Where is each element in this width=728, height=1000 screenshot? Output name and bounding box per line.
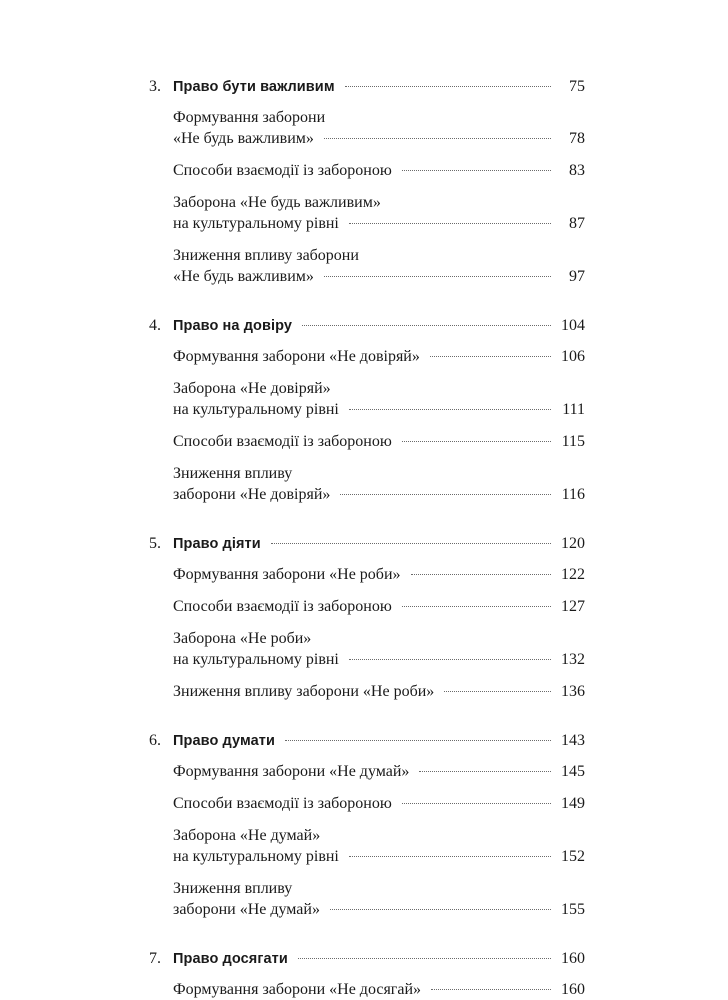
- toc-entry[interactable]: [173, 979, 585, 1000]
- entry-title: Формування заборони «Не думай»: [173, 763, 410, 780]
- toc-entry[interactable]: [173, 192, 585, 234]
- dot-leader: [349, 409, 551, 410]
- entry-title-line2: на культуральному рівні: [173, 215, 339, 232]
- entry-title-line1: Заборона «Не будь важливим»: [173, 194, 381, 211]
- dot-leader: [345, 86, 551, 87]
- chapter-heading[interactable]: [149, 730, 585, 752]
- entry-title-line1: Заборона «Не довіряй»: [173, 380, 331, 397]
- toc-entry[interactable]: [173, 431, 585, 452]
- chapter-title: Право досягати: [173, 951, 288, 967]
- chapter-title: Право бути важливим: [173, 79, 335, 95]
- chapter-number: 6.: [149, 732, 161, 749]
- toc-entry[interactable]: [173, 107, 585, 149]
- entry-title: Способи взаємодії із забороною: [173, 162, 392, 179]
- dot-leader: [402, 441, 551, 442]
- entry-title-line2: на культуральному рівні: [173, 848, 339, 865]
- dot-leader: [271, 543, 551, 544]
- page-number: 120: [561, 535, 585, 552]
- page-number: 132: [561, 651, 585, 668]
- dot-leader: [430, 356, 551, 357]
- dot-leader: [330, 909, 551, 910]
- entry-title: Формування заборони «Не довіряй»: [173, 348, 420, 365]
- toc-entry[interactable]: [173, 878, 585, 920]
- page-number: 145: [561, 763, 585, 780]
- page-number: 127: [561, 598, 585, 615]
- entry-title: Формування заборони «Не досягай»: [173, 981, 422, 998]
- chapter-heading[interactable]: [149, 76, 585, 98]
- chapter-number: 3.: [149, 78, 161, 95]
- toc-entry[interactable]: [173, 346, 585, 367]
- toc-entry[interactable]: [173, 378, 585, 420]
- chapter-heading[interactable]: [149, 315, 585, 337]
- dot-leader: [402, 170, 551, 171]
- page-number: 106: [561, 348, 585, 365]
- entry-title-line1: Зниження впливу заборони: [173, 247, 359, 264]
- dot-leader: [324, 138, 551, 139]
- toc-entry[interactable]: [173, 681, 585, 702]
- toc-entry[interactable]: [173, 564, 585, 585]
- dot-leader: [411, 574, 552, 575]
- entry-title: Способи взаємодії із забороною: [173, 795, 392, 812]
- dot-leader: [349, 659, 551, 660]
- entry-title-line2: на культуральному рівні: [173, 401, 339, 418]
- entry-title: Способи взаємодії із забороною: [173, 433, 392, 450]
- page-number: 143: [561, 732, 585, 749]
- toc-entry[interactable]: [173, 160, 585, 181]
- toc-entry[interactable]: [173, 596, 585, 617]
- dot-leader: [349, 223, 551, 224]
- chapter-heading[interactable]: [149, 533, 585, 555]
- page-number: 104: [561, 317, 585, 334]
- page-number: 83: [569, 162, 585, 179]
- entry-title-line2: заборони «Не думай»: [173, 901, 320, 918]
- toc-entry[interactable]: [173, 793, 585, 814]
- entry-title-line2: «Не будь важливим»: [173, 130, 314, 147]
- dot-leader: [349, 856, 551, 857]
- dot-leader: [285, 740, 551, 741]
- entry-title-line2: заборони «Не довіряй»: [173, 486, 331, 503]
- chapter-title: Право діяти: [173, 536, 261, 552]
- dot-leader: [302, 325, 551, 326]
- dot-leader: [419, 771, 551, 772]
- entry-title-line1: Заборона «Не думай»: [173, 827, 321, 844]
- entry-title-line2: на культуральному рівні: [173, 651, 339, 668]
- page-number: 75: [569, 78, 585, 95]
- toc-chapter: [0, 533, 728, 702]
- toc-entry[interactable]: [173, 628, 585, 670]
- chapter-number: 4.: [149, 317, 161, 334]
- entry-title: Формування заборони «Не роби»: [173, 566, 401, 583]
- chapter-number: 5.: [149, 535, 161, 552]
- toc-chapter: [0, 730, 728, 920]
- dot-leader: [298, 958, 551, 959]
- entry-title-line2: «Не будь важливим»: [173, 268, 314, 285]
- page-number: 160: [561, 981, 585, 998]
- entry-title: Способи взаємодії із забороною: [173, 598, 392, 615]
- toc-entry[interactable]: [173, 825, 585, 867]
- dot-leader: [444, 691, 551, 692]
- page-number: 116: [561, 486, 585, 503]
- entry-title: Зниження впливу заборони «Не роби»: [173, 683, 435, 700]
- toc-entry[interactable]: [173, 761, 585, 782]
- dot-leader: [402, 803, 551, 804]
- page-number: 152: [561, 848, 585, 865]
- page-number: 97: [569, 268, 585, 285]
- dot-leader: [431, 989, 551, 990]
- page-number: 115: [561, 433, 585, 450]
- chapter-title: Право думати: [173, 733, 276, 749]
- entry-title-line1: Зниження впливу: [173, 465, 293, 482]
- page-number: 149: [561, 795, 585, 812]
- page-number: 87: [569, 215, 585, 232]
- toc-entry[interactable]: [173, 245, 585, 287]
- chapter-heading[interactable]: [149, 948, 585, 970]
- page-number: 111: [562, 401, 585, 418]
- entry-title-line1: Зниження впливу: [173, 880, 293, 897]
- dot-leader: [340, 494, 551, 495]
- toc-chapter: [0, 948, 728, 1000]
- dot-leader: [324, 276, 551, 277]
- entry-title-line1: Формування заборони: [173, 109, 326, 126]
- toc-chapter: [0, 76, 728, 287]
- page-number: 160: [561, 950, 585, 967]
- page-number: 78: [569, 130, 585, 147]
- chapter-number: 7.: [149, 950, 161, 967]
- page-number: 155: [561, 901, 585, 918]
- dot-leader: [402, 606, 551, 607]
- toc-chapter: [0, 315, 728, 505]
- entry-title-line1: Заборона «Не роби»: [173, 630, 312, 647]
- page-number: 136: [561, 683, 585, 700]
- toc-entry[interactable]: [173, 463, 585, 505]
- chapter-title: Право на довіру: [173, 318, 293, 334]
- page-number: 122: [561, 566, 585, 583]
